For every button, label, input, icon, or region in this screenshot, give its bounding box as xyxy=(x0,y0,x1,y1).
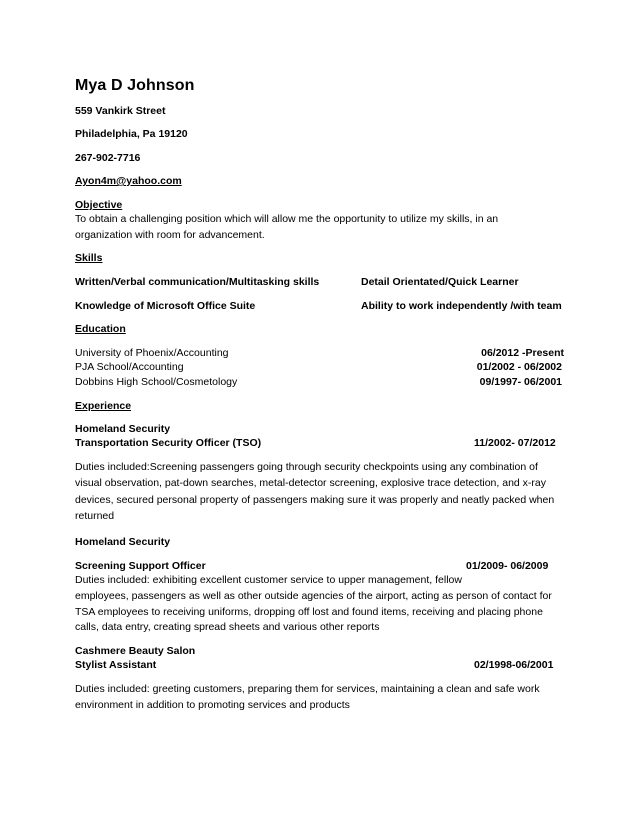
job-duty-line: devices, secured personal property of passengers making sure it was properly and neatly packed when xyxy=(75,494,555,506)
job-duty-line: visual observation, pat-down searches, metal-detector screening, explosive trace detection, and x-ray xyxy=(75,477,546,489)
job-duty-line: Duties included: exhibiting excellent customer service to upper management, fellow xyxy=(75,574,462,586)
city-address: Philadelphia, Pa 19120 xyxy=(75,128,188,140)
job-employer: Homeland Security xyxy=(75,423,171,435)
job-title: Stylist Assistant xyxy=(75,659,157,671)
education-school: PJA School/Accounting xyxy=(75,361,184,373)
job-duty-line: environment in addition to promoting services and products xyxy=(75,699,350,711)
objective-heading: Objective xyxy=(75,199,123,211)
education-heading: Education xyxy=(75,323,126,335)
job-dates: 01/2009- 06/2009 xyxy=(466,560,549,572)
job-dates: 11/2002- 07/2012 xyxy=(474,437,556,449)
email-link[interactable]: Ayon4m@yahoo.com xyxy=(75,175,182,187)
education-school: University of Phoenix/Accounting xyxy=(75,347,229,359)
job-title: Screening Support Officer xyxy=(75,560,206,572)
skill-item: Detail Orientated/Quick Learner xyxy=(361,276,519,288)
job-duty-line: employees, passengers as well as other outside agencies of the airport, acting as person of contact for xyxy=(75,590,552,602)
education-dates: 09/1997- 06/2001 xyxy=(479,376,562,388)
street-address: 559 Vankirk Street xyxy=(75,105,166,117)
skill-item: Knowledge of Microsoft Office Suite xyxy=(75,300,256,312)
job-title: Transportation Security Officer (TSO) xyxy=(75,437,262,449)
experience-heading: Experience xyxy=(75,400,132,412)
objective-line: To obtain a challenging position which will allow me the opportunity to utilize my skills, in an xyxy=(75,213,499,225)
job-dates: 02/1998-06/2001 xyxy=(474,659,554,671)
job-duty-line: Duties included: greeting customers, preparing them for services, maintaining a clean and safe work xyxy=(75,683,540,695)
education-school: Dobbins High School/Cosmetology xyxy=(75,376,238,388)
job-duty-line: Duties included:Screening passengers going through security checkpoints using any combination of xyxy=(75,461,538,473)
objective-line: organization with room for advancement. xyxy=(75,229,265,241)
skills-heading: Skills xyxy=(75,252,103,264)
skill-item: Ability to work independently /with team xyxy=(361,300,562,312)
job-duty-line: calls, data entry, creating spread sheets and various other reports xyxy=(75,621,380,633)
education-dates: 01/2002 - 06/2002 xyxy=(476,361,562,373)
job-employer: Cashmere Beauty Salon xyxy=(75,645,196,657)
job-duty-line: returned xyxy=(75,510,115,522)
applicant-name: Mya D Johnson xyxy=(75,77,195,94)
phone-number: 267-902-7716 xyxy=(75,152,141,164)
job-employer: Homeland Security xyxy=(75,536,171,548)
skill-item: Written/Verbal communication/Multitasking skills xyxy=(75,276,320,288)
education-dates: 06/2012 -Present xyxy=(481,347,564,359)
job-duty-line: TSA employees to receiving uniforms, dropping off lost and found items, receiving and placing phone xyxy=(75,606,543,618)
